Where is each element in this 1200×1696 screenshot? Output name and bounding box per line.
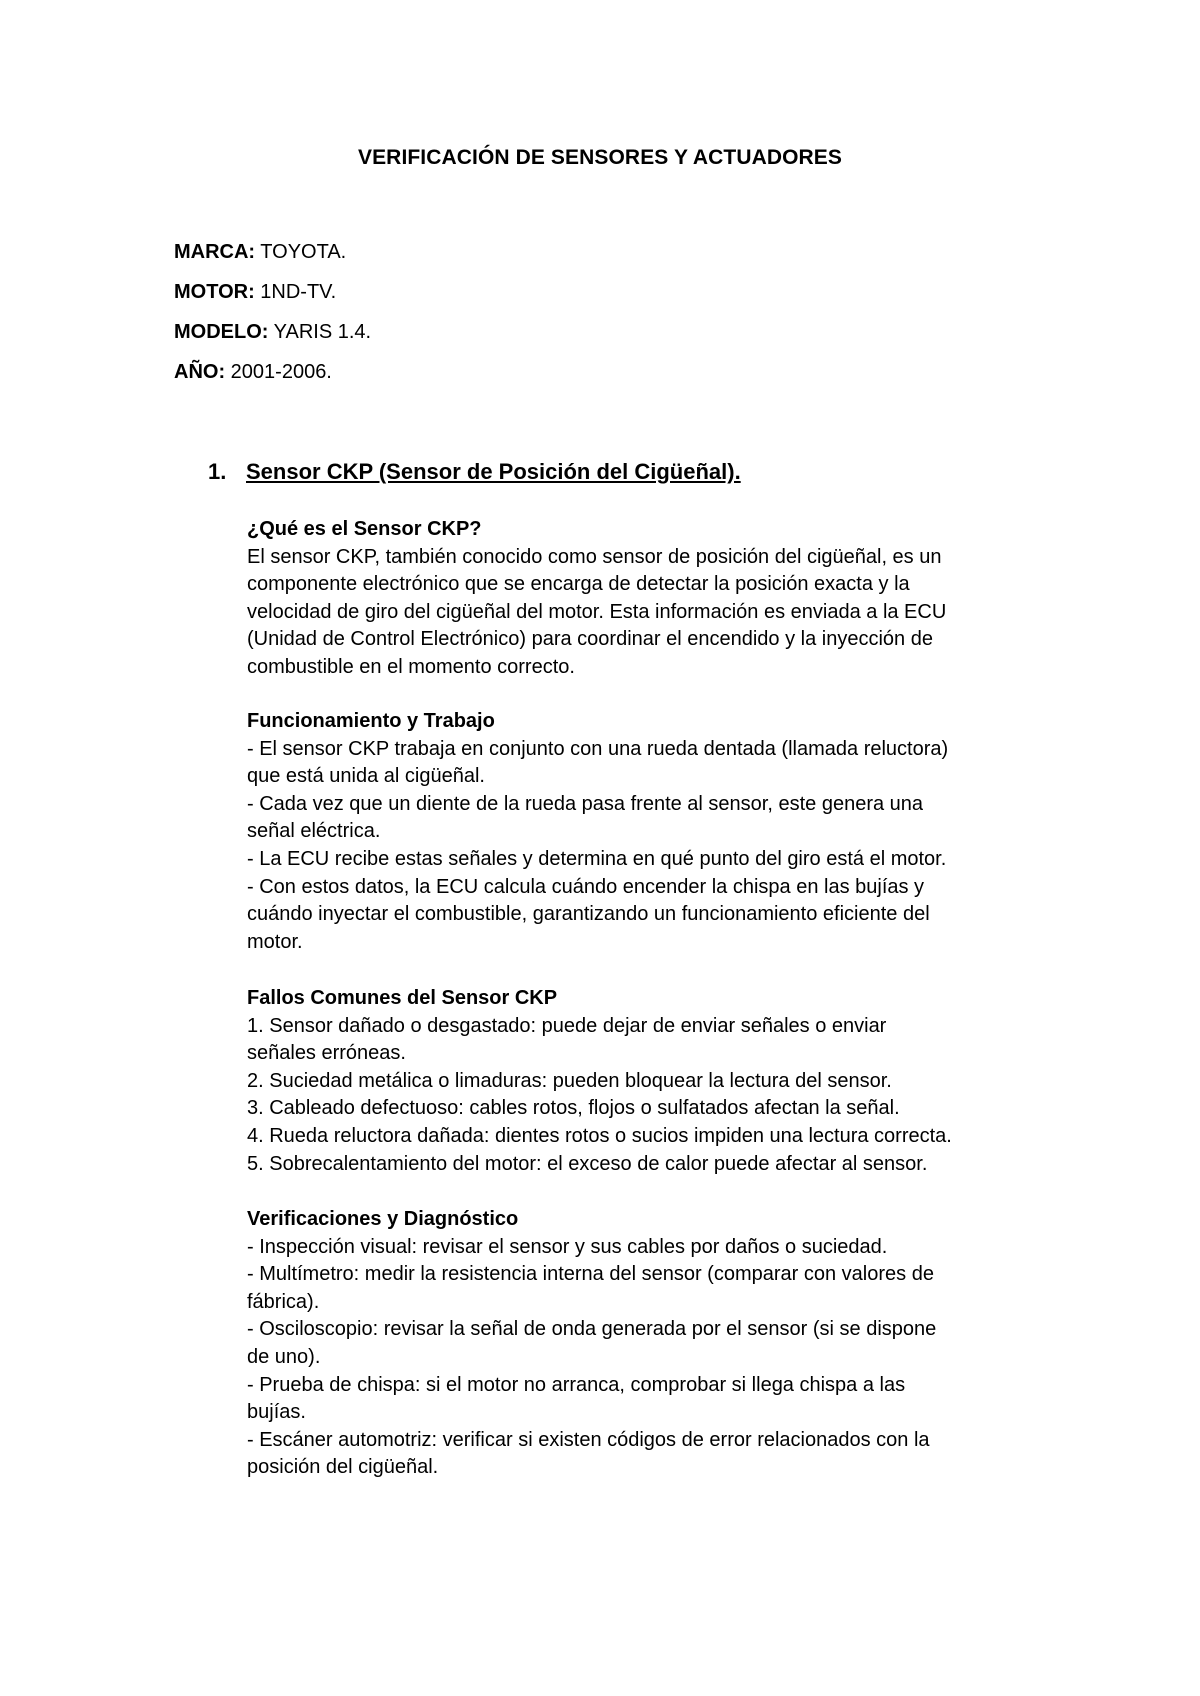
section-title: Sensor CKP (Sensor de Posición del Cigüeñal). bbox=[246, 459, 741, 484]
spec-value: TOYOTA. bbox=[255, 241, 347, 263]
verificaciones-line: de uno). bbox=[247, 1345, 321, 1368]
funcionamiento-block bbox=[247, 708, 1067, 956]
spec-marca bbox=[174, 240, 371, 280]
spec-modelo bbox=[174, 320, 371, 360]
spec-key: AÑO: bbox=[174, 361, 226, 383]
funcionamiento-line: - La ECU recibe estas señales y determina en qué punto del giro está el motor. bbox=[247, 847, 947, 870]
fallos-line: 1. Sensor dañado o desgastado: puede dejar de enviar señales o enviar bbox=[247, 1014, 887, 1037]
que-es-line: velocidad de giro del cigüeñal del motor. Esta información es enviada a la ECU bbox=[247, 600, 947, 623]
spec-motor bbox=[174, 280, 371, 320]
document-title: VERIFICACIÓN DE SENSORES Y ACTUADORES bbox=[357, 146, 843, 169]
funcionamiento-line: cuándo inyectar el combustible, garantizando un funcionamiento eficiente del bbox=[247, 903, 930, 926]
section-number: 1. bbox=[208, 459, 227, 484]
fallos-line: 3. Cableado defectuoso: cables rotos, flojos o sulfatados afectan la señal. bbox=[247, 1097, 900, 1120]
funcionamiento-line: - Cada vez que un diente de la rueda pasa frente al sensor, este genera una bbox=[247, 792, 924, 815]
funcionamiento-line: que está unida al cigüeñal. bbox=[247, 765, 485, 788]
verificaciones-title: Verificaciones y Diagnóstico bbox=[247, 1208, 519, 1230]
spec-key: MARCA: bbox=[174, 241, 256, 263]
que-es-block bbox=[247, 516, 1067, 682]
spec-key: MODELO: bbox=[174, 321, 269, 343]
que-es-line: El sensor CKP, también conocido como sensor de posición del cigüeñal, es un bbox=[247, 545, 942, 568]
spec-value: YARIS 1.4. bbox=[268, 321, 372, 343]
verificaciones-line: bujías. bbox=[247, 1401, 306, 1424]
verificaciones-line: - Inspección visual: revisar el sensor y sus cables por daños o suciedad. bbox=[247, 1235, 888, 1258]
spec-key: MOTOR: bbox=[174, 281, 255, 303]
verificaciones-line: posición del cigüeñal. bbox=[247, 1456, 439, 1479]
funcionamiento-title: Funcionamiento y Trabajo bbox=[247, 710, 495, 732]
funcionamiento-line: señal eléctrica. bbox=[247, 820, 381, 843]
verificaciones-line: - Escáner automotriz: verificar si existen códigos de error relacionados con la bbox=[247, 1428, 930, 1451]
spec-value: 1ND-TV. bbox=[254, 281, 337, 303]
verificaciones-line: - Osciloscopio: revisar la señal de onda generada por el sensor (si se dispone bbox=[247, 1318, 937, 1341]
funcionamiento-line: - El sensor CKP trabaja en conjunto con una rueda dentada (llamada reluctora) bbox=[247, 737, 949, 760]
fallos-line: 5. Sobrecalentamiento del motor: el exceso de calor puede afectar al sensor. bbox=[247, 1152, 928, 1175]
fallos-title: Fallos Comunes del Sensor CKP bbox=[247, 987, 558, 1009]
vehicle-specs bbox=[174, 240, 371, 400]
funcionamiento-line: - Con estos datos, la ECU calcula cuándo encender la chispa en las bujías y bbox=[247, 875, 925, 898]
verificaciones-line: - Prueba de chispa: si el motor no arranca, comprobar si llega chispa a las bbox=[247, 1373, 906, 1396]
fallos-line: 4. Rueda reluctora dañada: dientes rotos o sucios impiden una lectura correcta. bbox=[247, 1124, 952, 1147]
verificaciones-block bbox=[247, 1206, 1067, 1482]
verificaciones-line: - Multímetro: medir la resistencia interna del sensor (comparar con valores de bbox=[247, 1263, 934, 1286]
que-es-line: combustible en el momento correcto. bbox=[247, 655, 575, 678]
que-es-line: componente electrónico que se encarga de detectar la posición exacta y la bbox=[247, 573, 910, 596]
fallos-line: señales erróneas. bbox=[247, 1042, 406, 1065]
que-es-title: ¿Qué es el Sensor CKP? bbox=[247, 518, 482, 540]
section-heading-ckp bbox=[174, 459, 1054, 509]
fallos-block bbox=[247, 985, 1067, 1178]
spec-anio bbox=[174, 360, 371, 400]
que-es-line: (Unidad de Control Electrónico) para coordinar el encendido y la inyección de bbox=[247, 628, 933, 651]
spec-value: 2001-2006. bbox=[225, 361, 332, 383]
verificaciones-line: fábrica). bbox=[247, 1290, 320, 1313]
funcionamiento-line: motor. bbox=[247, 930, 303, 953]
fallos-line: 2. Suciedad metálica o limaduras: pueden bloquear la lectura del sensor. bbox=[247, 1069, 892, 1092]
